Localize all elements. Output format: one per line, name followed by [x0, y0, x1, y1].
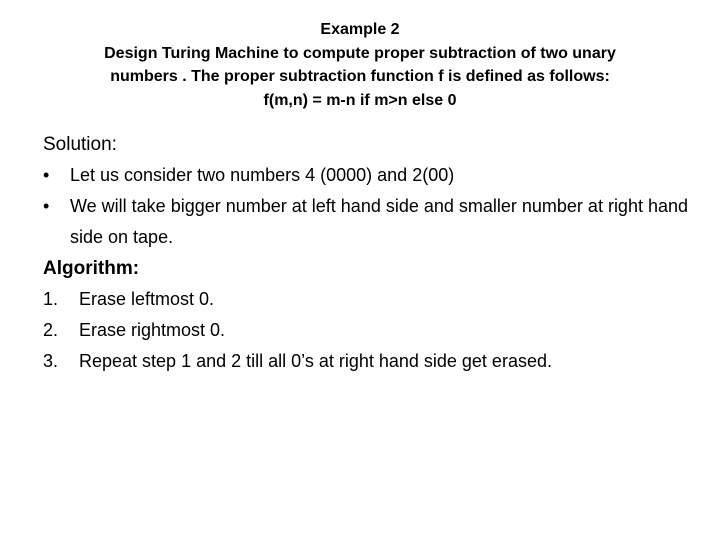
algorithm-step	[43, 284, 693, 315]
algorithm-label: Algorithm:	[43, 258, 140, 279]
step-number: 2.	[43, 320, 59, 340]
step-number: 3.	[43, 351, 59, 371]
algorithm-step	[43, 315, 693, 346]
step-text: Repeat step 1 and 2 till all 0’s at right hand side get erased.	[79, 351, 552, 371]
step-text: Erase leftmost 0.	[79, 289, 215, 309]
bullet-text: Let us consider two numbers 4 (0000) and 2(00)	[70, 165, 455, 185]
step-number: 1.	[43, 289, 59, 309]
bullet-marker: •	[43, 165, 50, 185]
bullet-item	[43, 160, 693, 191]
slide-body	[43, 129, 693, 377]
step-text: Erase rightmost 0.	[79, 320, 226, 340]
heading-line: Design Turing Machine to compute proper subtraction of two unary	[104, 44, 616, 62]
algorithm-step	[43, 346, 693, 377]
heading-line: numbers . The proper subtraction function f is defined as follows:	[110, 68, 610, 85]
heading-formula: f(m,n) = m-n if m>n else 0	[263, 91, 457, 109]
solution-label: Solution:	[43, 134, 117, 155]
slide-heading	[40, 18, 680, 112]
bullet-marker: •	[43, 196, 50, 216]
heading-title: Example 2	[320, 21, 400, 38]
bullet-item	[43, 191, 693, 253]
bullet-text: We will take bigger number at left hand side and smaller number at right hand side on tape.	[70, 196, 689, 247]
